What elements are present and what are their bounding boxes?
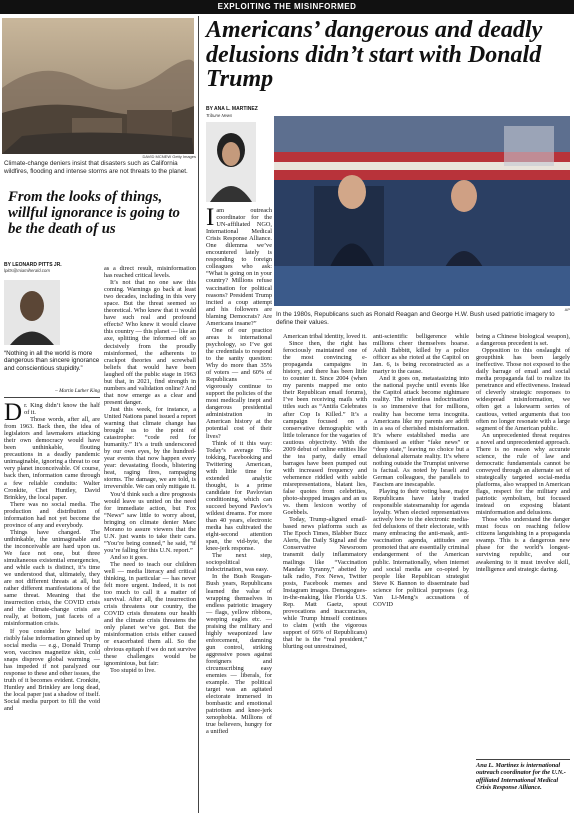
right-author-headshot-illustration: [206, 122, 256, 202]
right-column-4: [476, 333, 570, 757]
pull-quote-source: – Martin Luther King: [55, 388, 100, 394]
reagan-bush-photo: [274, 116, 570, 306]
left-col1-first: r. King didn’t know the half of it.: [24, 402, 100, 417]
paragraph: In the Bush Reagan-Bush years, Republicans learned the value of wrapping themselves in endless patriotic imagery — flags, yellow ribbons, weeping eagles etc. — praising the military and highly weaponized law enforcement, damning gun control, striking aggressive poses against foreigners and circumscribing easy enemies — liberals, for example. The political target was an agitated electorate immersed in bombastic and emotional patriotism and knee-jerk xenophobia. Millions of true believers, hungry for a unified: [206, 573, 272, 736]
paragraph: Things have changed. The unthinkable, the unimaginable and the inconceivable are hard upon us. We face not one, but three simultaneous existential emergencies, and while each is distinct, it’s time we understood that, ultimately, they are not different threats at all, but rather different manifestations of the same threat. Meaning that the insurrection crisis, the COVID crisis and the climate-change crisis are really, at bottom, just facets of a misinformation crisis.: [4, 528, 100, 628]
reagan-bush-photo-illustration: [274, 116, 570, 306]
paragraph: Playing to their voting base, major Republicans have lately traded responsible statesmanship for agenda loyalty. When elected representatives actively bow to the electronic media-fed delusions of their electorate, with many embracing the anti-mask, anti-vaccination agenda, attitudes are promoted that are essentially criminal endangerment of the American public. Internationally, when internet and social media are co-opted by people like Republican strategist Steve K Bannon to disseminate bad science for political purposes (e.g. Yan Li-Meng’s accusations of COVID: [373, 488, 469, 608]
right-column-3: [373, 333, 469, 813]
paragraph: Those who understand the danger must focus on reaching fellow citizens languishing in a propaganda swamp. This is a dangerous new phase for the world’s longest-surviving republic, and our awakening to it must involve skill, intelligence and strategic daring.: [476, 516, 570, 573]
left-byline: BY LEONARD PITTS JR.: [4, 262, 62, 268]
right-column-2: [283, 333, 367, 813]
left-email: lpitts@miamiherald.com: [4, 268, 50, 273]
paragraph: anti-scientific belligerence while millions cheer themselves hoarse. Ashli Babbitt, killed by a police officer as she rioted at the Capitol on Jan. 6, is being reconstructed as a martyr to the cause.: [373, 333, 469, 376]
paragraph: as a direct result, misinformation has reached critical levels.: [104, 265, 196, 280]
author-headshot: [4, 280, 60, 345]
paragraph: An unprecedented threat requires a novel and unprecedented approach. There is no reason why accurate science, the rule of law and democratic fundamentals cannot be conveyed through an alternate set of strategically targeted social-media platforms, also wrapped in American flags, respect for the military and patriotic symbolism, but focused instead on exposing blatant misinformation and delusions.: [476, 431, 570, 517]
paragraph: It’s not that no one saw this coming. Warnings go back at least two decades, including in this very space. But the threat seemed so theoretical. Who knew that it would have such real and profound effects? Who knew it would cleave this country — this planet — like an axe, splitting the informed off so decisively from the proudly misinformed, the adherents to crackpot theories and screwball beliefs that would have been laughed off the public stage in 1963 but that, in 2021, find strength in numbers and validation online? And that now emerge as a clear and present danger.: [104, 279, 196, 406]
pull-quote: “Nothing in all the world is more dangerous than sincere ignorance and conscientious stupidity.”: [4, 350, 100, 372]
left-photo-credit: DAVID MCNEW Getty Images: [142, 154, 196, 159]
paragraph: Opposition to this onslaught of groupthink has been largely ineffective. Those not exposed to the daily barrage of email and social media propaganda fail to realize its penetrance and effectiveness. Instead of cleverly strategic responses to widespread misinformation, we often get a lukewarm series of cautious, vetted arguments that too often no longer resonate with a large segment of the American public.: [476, 347, 570, 432]
right-col1-first: am outreach coordinator for the UN-affiliated NGO, International Medical Crisis Response Alliance. One dilemma we’ve encountered lately is responding to foreign colleagues who ask: “What is going on in your country? Millions refuse vaccination for political reasons? President Trump incited a coup attempt and his followers are blaming Democrats? Are Americans insane?”: [206, 207, 272, 327]
right-drop-cap: I: [206, 207, 215, 231]
section-label: EXPLOITING THE MISINFORMED: [0, 0, 574, 14]
paragraph: If you consider how belief in risibly false information ginned up by social media — e.g., Donald Trump won, vaccines magnetize skin, cold snaps disprove global warming — has impeded if not paralyzed our response to these and other issues, the truth of it becomes evident. Cronkite, Huntley and Brinkley are long dead, the local paper just a shadow of itself. Social media purport to fill the void and: [4, 627, 100, 713]
paragraph: Since then, the right has ferociously maintained one of the most convincing e-propaganda campaigns in history, and there has been little to counter it. Since 2004 (when my parents mapped me onto their Republican email forums), I’ve been receiving mails with titles such as “Antifa Celebrates after Cop Is Killed.” It’s a campaign focused on a conservative demographic with little tolerance for the vagaries of cautious objectivity. With the 2009 debut of online entities like the tea party, daily email barrages have been pumped out with increased frequency and vehemence riddled with subtle misrepresentations, blatant lies, false quotes from celebrities, photo-shopped images and an us vs. them lexicon worthy of Goebbels.: [283, 340, 367, 517]
paragraph: You’d think such a dire prognosis would leave us united on the need for immediate action, but Fox “News” saw little to worry about, bringing on climate denier Marc Morano to assure viewers that the U.N. just wants to take their cars. “You’re being conned,” he said, “if you’re falling for this U.N. report.”: [104, 490, 196, 554]
left-drop-cap: D: [4, 402, 23, 426]
paragraph: One of our practice areas is international psychology, so I’ve got the credentials to respond to the sanity question: Why do more than 35% of voters — and 60% of Republicans — vigorously continue to support the policies of the most medically inept and dangerous presidential administration in American history at the potential cost of their lives?: [206, 326, 272, 440]
left-photo-caption: Climate-change deniers insist that disasters such as California wildfires, flooding and intense storms are not threats to the planet.: [4, 160, 188, 175]
left-column-1: [4, 402, 100, 813]
right-author-headshot: [206, 122, 256, 202]
paragraph: Just this week, for instance, a United Nations panel issued a report warning that climate change has brought us to the point of catastrophe: “code red for humanity.” It’s a truth underscored by our own eyes, by the hundred-year events that now happen every year: devastating floods, blistering heat, raging fires, rampaging storms. The damage, we are told, is irreversible. We can only mitigate it.: [104, 405, 196, 491]
paragraph: American tribal identity, loved it.: [283, 333, 367, 340]
paragraph: Think of it this way: Today’s average Tik-tokking, Facebooking and Twittering American, with little time for extended analytic thought, is a prime candidate for Pavlovian conditioning, which can succeed beyond Pavlov’s wildest dreams. For more than 40 years, electronic media has cultivated the eight-second attention span, the vid-byte, the knee-jerk response.: [206, 439, 272, 553]
author-tagline: Ana L. Martinez is international outreach coordinator for the U.N.-affiliated International Medical Crisis Response Alliance.: [476, 762, 566, 791]
column-divider: [198, 16, 199, 813]
right-headline: Americans’ dangerous and deadly delusions didn’t start with Donald Trump: [206, 17, 543, 92]
left-column-2: [104, 265, 196, 813]
paragraph: being a Chinese biological weapon), a dangerous precedent is set.: [476, 333, 570, 348]
paragraph: There was no social media. The production and distribution of information had not yet become the province of any and everybody.: [4, 500, 100, 529]
right-photo-caption: In the 1980s, Republicans such as Ronald Reagan and George H.W. Bush used patriotic imagery to define their values.: [276, 311, 555, 326]
wildfire-photo: [2, 18, 194, 154]
pull-quote-rule: [4, 397, 100, 398]
right-column-1: [206, 207, 272, 813]
paragraph: And so it goes.: [110, 553, 148, 561]
left-headline: From the looks of things, willful ignorance is going to be the death of us: [8, 189, 180, 237]
paragraph: Those words, after all, are from 1963. Back then, the idea of legislators and lawmakers attacking their own democracy would have been unthinkable, flouting precautions in a deadly pandemic unimaginable, ignoring a threat to our very planet inconceivable. Of course, back then, information came through a few reliable conduits: Walter Cronkite, Chet Huntley, David Brinkley, the local paper.: [4, 416, 100, 501]
author-headshot-illustration: [4, 280, 60, 345]
right-byline: BY ANA L. MARTINEZ: [206, 106, 258, 112]
right-photo-credit: AP: [564, 307, 570, 312]
paragraph: And it goes on, metastasizing into the national psyche until events like the Capitol attack become nightmare reality. The relentless indoctrination is so immersive that for millions, reality has become terra incognita. Americans like my parents are adrift in a sea of cherished misinformation. It’s where established media are dismissed as either “fake news” or “deep state,” leaving no choice but a delusional alternate reality. It’s where nothing outside the Trumpist universe is factual. As noted by Israeli and German colleagues, the parallels to Fascism are inescapable.: [373, 375, 469, 488]
wildfire-photo-illustration: [2, 18, 194, 154]
paragraph: Today, Trump-aligned email-based news platforms such as The Epoch Times, Blabber Buzz Alerts, the Daily Signal and the Conservative Newsroom transmit daily inflammatory mailings like “Vaccination Mandate Tyranny,” abetted by talk radio, Fox News, Twitter posts, Facebook memes and Instagram images. Demagogues-in-the-making, like Florida U.S. Rep. Matt Gaetz, spout provocations and inaccuracies, while Trump himself continues to claim (with the vigorous support of 66% of Republicans) that he is the “real president,” blurting out unrestrained,: [283, 516, 367, 651]
right-source: Tribune News: [206, 113, 233, 118]
paragraph: Too stupid to live.: [110, 666, 156, 674]
tagline-rule: [476, 759, 570, 760]
paragraph: The next step, sociopolitical indoctrination, was easy.: [206, 552, 272, 574]
paragraph: The need to teach our children well — media literacy and critical thinking, in particular — has never felt more urgent. Indeed, it is not too much to call it a matter of survival. After all, the insurrection crisis threatens our country, the COVID crisis threatens our health and the climate crisis threatens the only planet we’ve got. But the misinformation crisis either caused or exacerbated them all. So the obvious epitaph if we do not survive these challenges would be ignominious, but fair:: [104, 560, 196, 667]
